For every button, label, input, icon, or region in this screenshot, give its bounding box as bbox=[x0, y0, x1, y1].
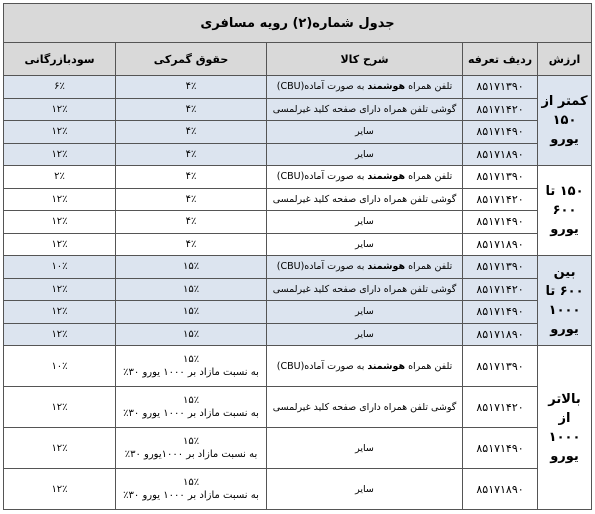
description-text: سایر bbox=[355, 148, 374, 160]
description-text: سایر bbox=[355, 483, 374, 495]
tariff-code-cell: ۸۵۱۷۱۸۹۰ bbox=[463, 233, 538, 256]
table-row bbox=[4, 428, 592, 469]
customs-duty-rate: ۱۵٪ bbox=[182, 477, 200, 488]
customs-duty-cell bbox=[116, 166, 267, 189]
header-description: شرح کالا bbox=[267, 43, 463, 76]
customs-duty-rate: ۴٪ bbox=[185, 126, 197, 138]
table-row bbox=[4, 98, 592, 121]
description-cell bbox=[267, 278, 463, 301]
description-cell bbox=[267, 76, 463, 99]
customs-duty-rate: ۱۵٪ bbox=[182, 354, 200, 365]
customs-duty-cell bbox=[116, 469, 267, 510]
description-cell bbox=[267, 98, 463, 121]
commercial-profit-cell: ۱۲٪ bbox=[4, 98, 116, 121]
commercial-profit-cell: ۱۲٪ bbox=[4, 278, 116, 301]
table-row bbox=[4, 76, 592, 99]
table-row bbox=[4, 256, 592, 279]
description-suffix: به صورت آماده(CBU) bbox=[276, 261, 368, 273]
customs-duty-cell bbox=[116, 301, 267, 324]
customs-duty-rate: ۱۵٪ bbox=[182, 261, 200, 273]
customs-duty-rate: ۱۵٪ bbox=[182, 328, 200, 340]
commercial-profit-cell: ۲٪ bbox=[4, 166, 116, 189]
commercial-profit-cell: ۱۰٪ bbox=[4, 346, 116, 387]
customs-duty-rate: ۴٪ bbox=[185, 193, 197, 205]
tariff-code-cell: ۸۵۱۷۱۴۹۰ bbox=[463, 121, 538, 144]
customs-duty-rate: ۴٪ bbox=[185, 148, 197, 160]
description-cell bbox=[267, 166, 463, 189]
customs-duty-cell bbox=[116, 76, 267, 99]
table-row bbox=[4, 121, 592, 144]
commercial-profit-cell: ۱۲٪ bbox=[4, 121, 116, 144]
tariff-code-cell: ۸۵۱۷۱۴۲۰ bbox=[463, 278, 538, 301]
tariff-code-cell: ۸۵۱۷۱۳۹۰ bbox=[463, 256, 538, 279]
customs-duty-rate: ۱۵٪ bbox=[182, 436, 200, 447]
customs-duty-cell bbox=[116, 278, 267, 301]
table-row bbox=[4, 346, 592, 387]
description-cell bbox=[267, 211, 463, 234]
customs-duty-cell bbox=[116, 323, 267, 346]
tariff-table-container bbox=[3, 3, 591, 510]
description-text: تلفن همراه bbox=[405, 171, 453, 183]
commercial-profit-cell: ۶٪ bbox=[4, 76, 116, 99]
description-text: سایر bbox=[355, 238, 374, 250]
description-suffix: به صورت آماده(CBU) bbox=[276, 360, 368, 372]
tariff-code-cell: ۸۵۱۷۱۴۹۰ bbox=[463, 211, 538, 234]
description-text: سایر bbox=[355, 328, 374, 340]
description-text: سایر bbox=[355, 126, 374, 138]
description-cell bbox=[267, 188, 463, 211]
description-highlight: هوشمند bbox=[367, 261, 406, 273]
value-range-cell: کمتر از ۱۵۰ یورو bbox=[538, 76, 592, 166]
table-row bbox=[4, 211, 592, 234]
description-text: سایر bbox=[355, 306, 374, 318]
header-commercial-profit: سودبازرگانی bbox=[4, 43, 116, 76]
customs-duty-cell bbox=[116, 188, 267, 211]
tariff-code-cell: ۸۵۱۷۱۴۲۰ bbox=[463, 188, 538, 211]
commercial-profit-cell: ۱۲٪ bbox=[4, 211, 116, 234]
description-suffix: به صورت آماده(CBU) bbox=[276, 171, 368, 183]
description-text: گوشی تلفن همراه دارای صفحه کلید غیرلمسی bbox=[272, 401, 457, 413]
tariff-code-cell: ۸۵۱۷۱۴۹۰ bbox=[463, 428, 538, 469]
commercial-profit-cell: ۱۲٪ bbox=[4, 188, 116, 211]
customs-duty-excess-note: به نسبت مازاد بر ۱۰۰۰ یورو ۳۰٪ bbox=[123, 408, 259, 419]
description-text: گوشی تلفن همراه دارای صفحه کلید غیرلمسی bbox=[272, 283, 457, 295]
description-cell bbox=[267, 301, 463, 324]
tariff-code-cell: ۸۵۱۷۱۸۹۰ bbox=[463, 143, 538, 166]
value-range-cell: بالاتر از ۱۰۰۰ یورو bbox=[538, 346, 592, 510]
description-cell bbox=[267, 323, 463, 346]
customs-duty-excess-note: به نسبت مازاد بر ۱۰۰۰ یورو ۳۰٪ bbox=[123, 490, 259, 501]
customs-duty-rate: ۴٪ bbox=[185, 103, 197, 115]
commercial-profit-cell: ۱۲٪ bbox=[4, 143, 116, 166]
description-cell bbox=[267, 387, 463, 428]
value-range-cell: بین ۶۰۰ تا ۱۰۰۰ یورو bbox=[538, 256, 592, 346]
table-row bbox=[4, 233, 592, 256]
tariff-code-cell: ۸۵۱۷۱۳۹۰ bbox=[463, 346, 538, 387]
table-row bbox=[4, 143, 592, 166]
description-text: سایر bbox=[355, 442, 374, 454]
commercial-profit-cell: ۱۲٪ bbox=[4, 301, 116, 324]
customs-duty-cell bbox=[116, 346, 267, 387]
table-row bbox=[4, 278, 592, 301]
customs-duty-rate: ۴٪ bbox=[185, 81, 197, 93]
tariff-code-cell: ۸۵۱۷۱۸۹۰ bbox=[463, 323, 538, 346]
description-text: تلفن همراه bbox=[405, 360, 453, 372]
description-cell bbox=[267, 233, 463, 256]
description-highlight: هوشمند bbox=[367, 81, 406, 93]
customs-duty-cell bbox=[116, 233, 267, 256]
commercial-profit-cell: ۱۲٪ bbox=[4, 469, 116, 510]
table-row bbox=[4, 188, 592, 211]
commercial-profit-cell: ۱۲٪ bbox=[4, 428, 116, 469]
table-row bbox=[4, 301, 592, 324]
table-row bbox=[4, 469, 592, 510]
customs-duty-cell bbox=[116, 428, 267, 469]
description-text: سایر bbox=[355, 216, 374, 228]
commercial-profit-cell: ۱۲٪ bbox=[4, 323, 116, 346]
customs-duty-excess-note: به نسبت مازاد بر ۱۰۰۰ یورو ۳۰٪ bbox=[123, 367, 259, 378]
customs-duty-rate: ۱۵٪ bbox=[182, 283, 200, 295]
table-row bbox=[4, 323, 592, 346]
customs-duty-cell bbox=[116, 143, 267, 166]
tariff-code-cell: ۸۵۱۷۱۸۹۰ bbox=[463, 469, 538, 510]
tariff-table bbox=[3, 3, 592, 510]
customs-duty-rate: ۱۵٪ bbox=[182, 395, 200, 406]
commercial-profit-cell: ۱۰٪ bbox=[4, 256, 116, 279]
description-highlight: هوشمند bbox=[367, 360, 406, 372]
table-row bbox=[4, 166, 592, 189]
description-cell bbox=[267, 346, 463, 387]
customs-duty-rate: ۴٪ bbox=[185, 171, 197, 183]
tariff-code-cell: ۸۵۱۷۱۴۲۰ bbox=[463, 387, 538, 428]
description-cell bbox=[267, 428, 463, 469]
tariff-code-cell: ۸۵۱۷۱۴۲۰ bbox=[463, 98, 538, 121]
customs-duty-excess-note: به نسبت مازاد بر ۱۰۰۰یورو ۳۰٪ bbox=[124, 449, 258, 460]
header-tariff: ردیف تعرفه bbox=[463, 43, 538, 76]
description-suffix: به صورت آماده(CBU) bbox=[276, 81, 368, 93]
description-text: گوشی تلفن همراه دارای صفحه کلید غیرلمسی bbox=[272, 193, 457, 205]
description-text: تلفن همراه bbox=[405, 261, 453, 273]
table-title: جدول شماره(۲) رویه مسافری bbox=[4, 4, 592, 43]
description-text: تلفن همراه bbox=[405, 81, 453, 93]
description-cell bbox=[267, 121, 463, 144]
customs-duty-rate: ۱۵٪ bbox=[182, 306, 200, 318]
commercial-profit-cell: ۱۲٪ bbox=[4, 387, 116, 428]
tariff-code-cell: ۸۵۱۷۱۴۹۰ bbox=[463, 301, 538, 324]
customs-duty-cell bbox=[116, 121, 267, 144]
description-cell bbox=[267, 469, 463, 510]
header-value: ارزش bbox=[538, 43, 592, 76]
customs-duty-cell bbox=[116, 211, 267, 234]
customs-duty-cell bbox=[116, 256, 267, 279]
commercial-profit-cell: ۱۲٪ bbox=[4, 233, 116, 256]
tariff-code-cell: ۸۵۱۷۱۳۹۰ bbox=[463, 166, 538, 189]
customs-duty-cell bbox=[116, 98, 267, 121]
customs-duty-rate: ۴٪ bbox=[185, 216, 197, 228]
description-text: گوشی تلفن همراه دارای صفحه کلید غیرلمسی bbox=[272, 103, 457, 115]
description-cell bbox=[267, 143, 463, 166]
customs-duty-cell bbox=[116, 387, 267, 428]
description-highlight: هوشمند bbox=[367, 171, 406, 183]
table-row bbox=[4, 387, 592, 428]
customs-duty-rate: ۴٪ bbox=[185, 238, 197, 250]
header-customs-duty: حقوق گمرکی bbox=[116, 43, 267, 76]
tariff-code-cell: ۸۵۱۷۱۳۹۰ bbox=[463, 76, 538, 99]
value-range-cell: ۱۵۰ تا ۶۰۰ یورو bbox=[538, 166, 592, 256]
description-cell bbox=[267, 256, 463, 279]
